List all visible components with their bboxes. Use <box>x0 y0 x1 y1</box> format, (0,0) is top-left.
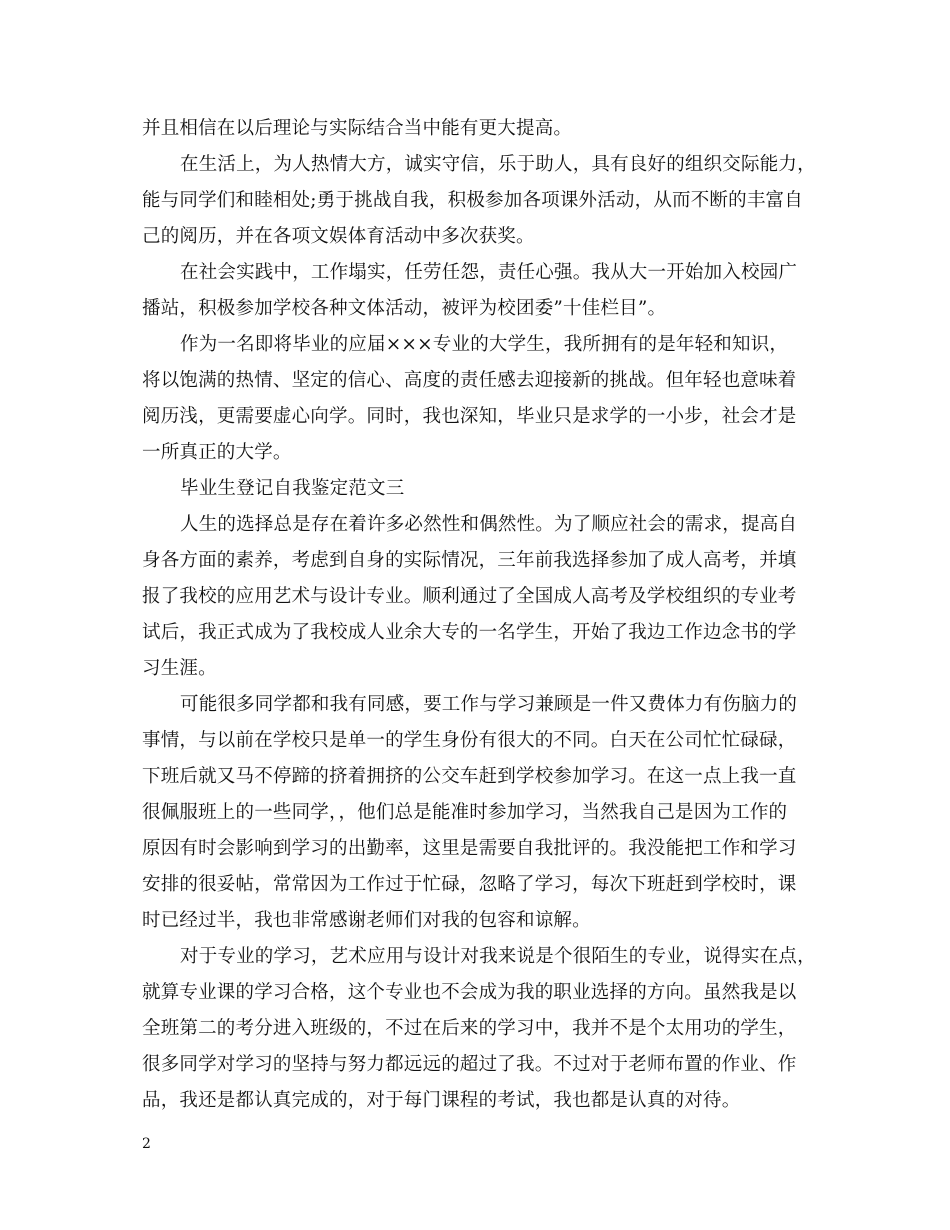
text-line: 试后，我正式成为了我校成人业余大专的一名学生，开始了我边工作边念书的学 <box>142 622 797 643</box>
text-line: 报了我校的应用艺术与设计专业。顺利通过了全国成人高考及学校组织的专业考 <box>142 586 797 607</box>
text-line: 并且相信在以后理论与实际结合当中能有更大提高。 <box>142 118 573 139</box>
text-line: 品，我还是都认真完成的，对于每门课程的考试，我也都是认真的对待。 <box>142 1090 741 1111</box>
text-line: 全班第二的考分进入班级的，不过在后来的学习中，我并不是个太用功的学生， <box>142 1018 797 1039</box>
section-heading: 毕业生登记自我鉴定范文三 <box>180 478 405 499</box>
text-line: 原因有时会影响到学习的出勤率，这里是需要自我批评的。我没能把工作和学习 <box>142 838 797 859</box>
text-line: 就算专业课的学习合格，这个专业也不会成为我的职业选择的方向。虽然我是以 <box>142 982 797 1003</box>
text-line: 事情，与以前在学校只是单一的学生身份有很大的不同。白天在公司忙忙碌碌， <box>142 730 797 751</box>
text-line: 一所真正的大学。 <box>142 442 292 463</box>
text-line: 能与同学们和睦相处;勇于挑战自我，积极参加各项课外活动，从而不断的丰富自 <box>142 190 803 211</box>
text-line: 将以饱满的热情、坚定的信心、高度的责任感去迎接新的挑战。但年轻也意味着 <box>142 370 797 391</box>
text-line: 时已经过半，我也非常感谢老师们对我的包容和谅解。 <box>142 910 591 931</box>
page-number: 2 <box>142 1136 151 1152</box>
text-line: 己的阅历，并在各项文娱体育活动中多次获奖。 <box>142 226 535 247</box>
paragraph-first-line: 作为一名即将毕业的应届×××专业的大学生，我所拥有的是年轻和知识， <box>180 334 789 355</box>
paragraph-first-line: 在社会实践中，工作塌实，任劳任怨，责任心强。我从大一开始加入校园广 <box>180 262 798 283</box>
paragraph-first-line: 可能很多同学都和我有同感，要工作与学习兼顾是一件又费体力有伤脑力的 <box>180 694 798 715</box>
text-line: 下班后就又马不停蹄的挤着拥挤的公交车赶到学校参加学习。在这一点上我一直 <box>142 766 797 787</box>
paragraph-first-line: 人生的选择总是存在着许多必然性和偶然性。为了顺应社会的需求，提高自 <box>180 514 798 535</box>
text-line: 播站，积极参加学校各种文体活动，被评为校团委”十佳栏目”。 <box>142 298 667 319</box>
text-line: 很佩服班上的一些同学，，他们总是能准时参加学习，当然我自己是因为工作的 <box>142 802 788 823</box>
text-line: 安排的很妥帖，常常因为工作过于忙碌，忽略了学习，每次下班赶到学校时，课 <box>142 874 797 895</box>
text-line: 阅历浅，更需要虚心向学。同时，我也深知，毕业只是求学的一小步，社会才是 <box>142 406 797 427</box>
paragraph-first-line: 在生活上，为人热情大方，诚实守信，乐于助人，具有良好的组织交际能力， <box>180 154 816 175</box>
text-line: 很多同学对学习的坚持与努力都远远的超过了我。不过对于老师布置的作业、作 <box>142 1054 797 1075</box>
text-line: 身各方面的素养，考虑到自身的实际情况，三年前我选择参加了成人高考，并填 <box>142 550 797 571</box>
text-line: 习生涯。 <box>142 658 217 679</box>
paragraph-first-line: 对于专业的学习，艺术应用与设计对我来说是个很陌生的专业，说得实在点， <box>180 946 816 967</box>
